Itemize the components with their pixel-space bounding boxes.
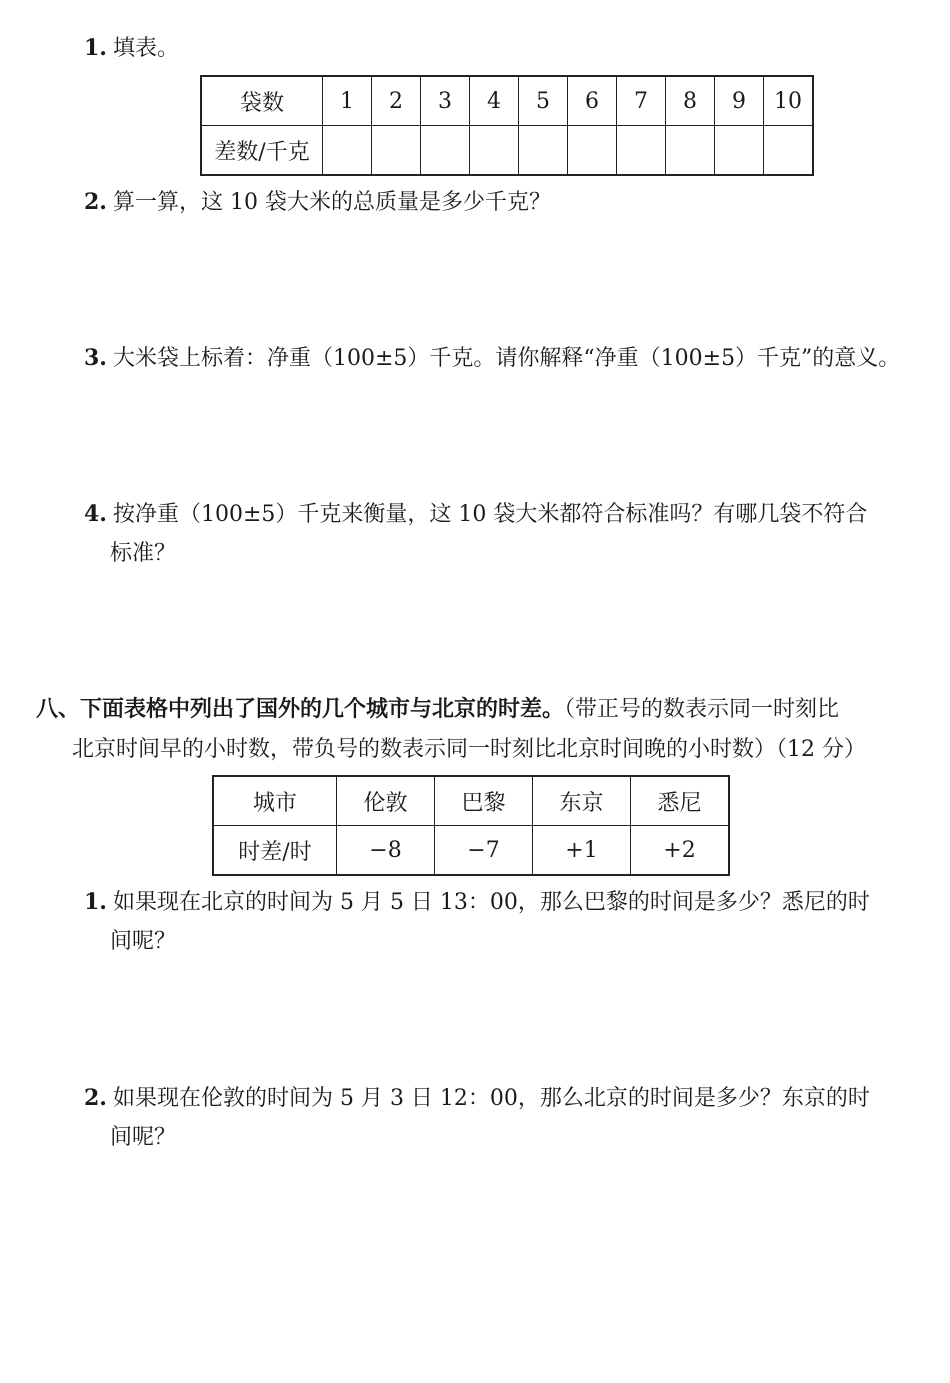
table-cell: 悉尼 (631, 776, 730, 826)
table-cell: 8 (666, 76, 715, 126)
table-cell: 7 (617, 76, 666, 126)
table-row (201, 76, 813, 126)
question-number: 4. (84, 501, 107, 527)
answer-cell[interactable] (666, 126, 715, 176)
question-8-2 (84, 1083, 870, 1114)
question-number: 3. (84, 345, 107, 371)
question-number: 2. (84, 189, 107, 215)
table-row (201, 126, 813, 176)
section-title: 八、下面表格中列出了国外的几个城市与北京的时差。 (36, 697, 565, 722)
table-row (213, 826, 729, 876)
table-cell: −8 (337, 826, 435, 876)
section-note-continued: 北京时间早的小时数，带负号的数表示同一时刻比北京时间晚的小时数）（12 分） (72, 737, 866, 762)
table-cell: +2 (631, 826, 730, 876)
question-text: 按净重（100±5）千克来衡量，这 10 袋大米都符合标准吗？有哪几袋不符合 (112, 502, 868, 527)
question-text: 算一算，这 10 袋大米的总质量是多少千克？ (112, 190, 551, 215)
question-7-4 (84, 499, 867, 530)
table-cell: 5 (519, 76, 568, 126)
time-difference-table (212, 775, 730, 876)
question-7-1 (84, 33, 179, 64)
question-7-2 (84, 187, 551, 218)
answer-cell[interactable] (372, 126, 421, 176)
section-note: （带正号的数表示同一时刻比 (564, 697, 840, 722)
table-cell: 10 (764, 76, 814, 126)
question-7-3 (84, 343, 900, 374)
table-header-bags: 袋数 (201, 76, 323, 126)
question-number: 1. (84, 35, 107, 61)
answer-cell[interactable] (323, 126, 372, 176)
question-number: 1. (84, 889, 107, 915)
table-cell: 巴黎 (435, 776, 533, 826)
answer-cell[interactable] (470, 126, 519, 176)
question-text: 如果现在北京的时间为 5 月 5 日 13：00，那么巴黎的时间是多少？悉尼的时 (112, 890, 870, 915)
table-cell: 4 (470, 76, 519, 126)
answer-cell[interactable] (764, 126, 814, 176)
table-header-difference: 差数/千克 (201, 126, 323, 176)
question-text: 大米袋上标着：净重（100±5）千克。请你解释“净重（100±5）千克”的意义。 (112, 346, 901, 371)
table-cell: 1 (323, 76, 372, 126)
answer-cell[interactable] (519, 126, 568, 176)
table-cell: +1 (533, 826, 631, 876)
table-cell: 3 (421, 76, 470, 126)
answer-cell[interactable] (421, 126, 470, 176)
table-cell: −7 (435, 826, 533, 876)
table-header-city: 城市 (213, 776, 337, 826)
answer-cell[interactable] (568, 126, 617, 176)
section-8-heading (36, 695, 839, 725)
question-number: 2. (84, 1085, 107, 1111)
table-cell: 6 (568, 76, 617, 126)
question-8-2-continued: 间呢？ (110, 1125, 177, 1150)
question-text: 如果现在伦敦的时间为 5 月 3 日 12：00，那么北京的时间是多少？东京的时 (112, 1086, 870, 1111)
table-header-time-difference: 时差/时 (213, 826, 337, 876)
table-cell: 2 (372, 76, 421, 126)
answer-cell[interactable] (617, 126, 666, 176)
question-8-1-continued: 间呢？ (110, 929, 177, 954)
bag-difference-table (200, 75, 814, 176)
question-8-1 (84, 887, 870, 918)
table-cell: 伦敦 (337, 776, 435, 826)
question-7-4-continued: 标准？ (110, 541, 177, 566)
table-cell: 东京 (533, 776, 631, 826)
table-cell: 9 (715, 76, 764, 126)
table-row (213, 776, 729, 826)
answer-cell[interactable] (715, 126, 764, 176)
question-text: 填表。 (112, 36, 179, 61)
